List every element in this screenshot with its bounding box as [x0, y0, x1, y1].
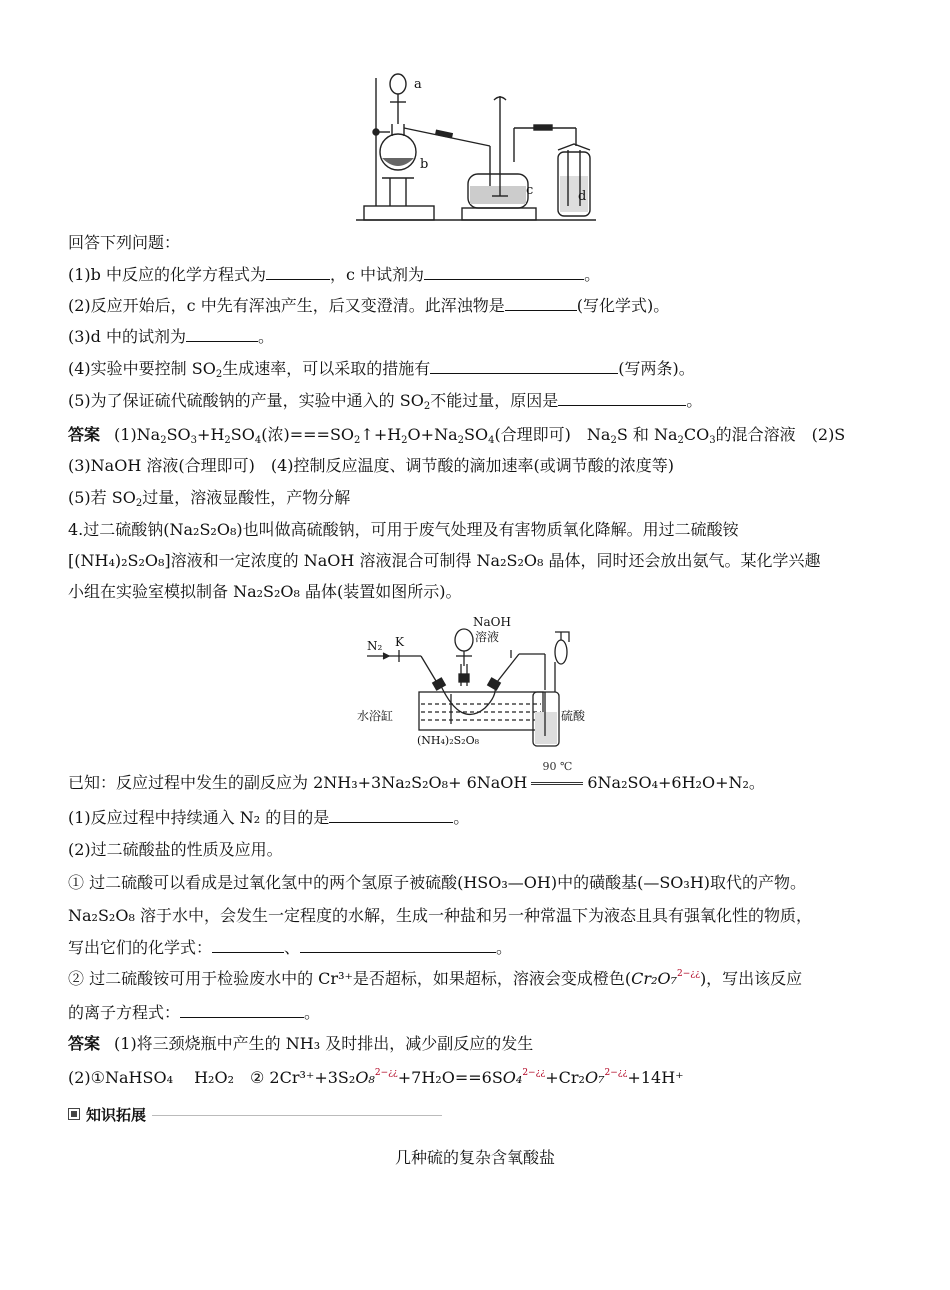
extension-title: 几种硫的复杂含氧酸盐 — [394, 1148, 555, 1167]
answer-label: 答案 — [68, 1034, 101, 1053]
q5-text-c: 。 — [686, 391, 703, 410]
label-c: c — [526, 183, 534, 198]
section-title: 知识拓展 — [86, 1106, 147, 1124]
label-k: K — [395, 635, 404, 649]
q4-q2-2-line-b: 的离子方程式： 。 — [68, 1003, 321, 1022]
answer-blank — [505, 294, 577, 311]
label-n2: N₂ — [367, 639, 383, 653]
q4-answer-2: (2)①NaHSO₄ H₂O₂ ② 2Cr³⁺+3S₂O₈$^{2-¿¿}$+7H₂O==6SO₄$^{2-¿¿}$+Cr₂O₇$^{2-¿¿}$+14H⁺ — [68, 1068, 684, 1087]
answer-blank — [186, 325, 258, 342]
label-sulfuric-acid: 硫酸 — [561, 709, 586, 723]
answer-blank — [424, 263, 584, 280]
q4-q2-1-line-b: Na₂S₂O₈ 溶于水中，会发生一定程度的水解，生成一种盐和另一种常温下为液态且具有强氧化性的物质， — [68, 906, 812, 925]
q1-text-c: 。 — [584, 265, 601, 284]
q4-question-2: (2)过二硫酸盐的性质及应用。 — [68, 840, 283, 859]
question-3 — [68, 325, 888, 348]
question-4-line-3: 小组在实验室模拟制备 Na₂S₂O₈ 晶体(装置如图所示)。 — [68, 582, 462, 601]
q5-text-a: (5)为了保证硫代硫酸钠的产量，实验中通入的 SO — [68, 391, 424, 410]
label-naoh: NaOH — [473, 615, 511, 629]
answer-blank — [266, 263, 330, 280]
question-5: (5)为了保证硫代硫酸钠的产量，实验中通入的 $SO_2$不能过量，原因是 。 — [68, 391, 703, 412]
q2-text-b: (写化学式)。 — [576, 296, 670, 315]
q4-question-1: (1)反应过程中持续通入 N₂ 的目的是 。 — [68, 808, 470, 827]
q1-text-b: ，c 中试剂为 — [330, 265, 425, 284]
answer-line-3: (5)若 $SO_2$过量，溶液显酸性，产物分解 — [68, 488, 351, 509]
q3-text-b: 。 — [258, 327, 275, 346]
answer-blank — [212, 936, 284, 953]
question-4-line-2: [(NH₄)₂S₂O₈]溶液和一定浓度的 NaOH 溶液混合可制得 Na₂S₂O₈ 晶体，同时还会放出氨气。某化学兴趣 — [68, 551, 821, 570]
label-a: a — [414, 77, 422, 92]
question-2 — [68, 294, 888, 317]
label-persulfate: (NH₄)₂S₂O₈ — [417, 734, 479, 747]
q4-text-c: (写两条)。 — [618, 359, 695, 378]
known-reaction: 已知：反应过程中发生的副反应为 2NH₃+3Na₂S₂O₈+ 6NaOH 90 ℃ 6Na₂SO₄+6H₂O+N₂。 — [68, 760, 765, 792]
label-water-bath: 水浴缸 — [357, 709, 394, 723]
question-4-line-1: 4.过二硫酸钠(Na₂S₂O₈)也叫做高硫酸钠，可用于废气处理及有害物质氧化降解。用过二硫酸铵 — [68, 520, 739, 539]
intro-text: 回答下列问题： — [68, 233, 181, 252]
q5-text-b: 不能过量，原因是 — [430, 391, 559, 410]
apparatus-2-drawing — [355, 612, 595, 750]
section-marker-icon — [68, 1108, 80, 1120]
label-d: d — [578, 189, 587, 204]
label-solution: 溶液 — [475, 630, 500, 644]
q4-text-a: (4)实验中要控制 SO — [68, 359, 216, 378]
question-4: (4)实验中要控制 $SO_2$生成速率，可以采取的措施有 (写两条)。 — [68, 359, 695, 380]
answer-line-2: (3)NaOH 溶液(合理即可) (4)控制反应温度、调节酸的滴加速率(或调节酸的浓度等) — [68, 456, 674, 475]
reaction-condition: 90 ℃ — [529, 772, 585, 794]
q4-text-b: 生成速率，可以采取的措施有 — [222, 359, 431, 378]
answer-blank — [300, 936, 496, 953]
knowledge-extension-header — [68, 1104, 448, 1126]
q1-text-a: (1)b 中反应的化学方程式为 — [68, 265, 266, 284]
apparatus-1-drawing — [350, 66, 600, 224]
apparatus-figure-2 — [355, 612, 595, 750]
answer-label: 答案 — [68, 425, 101, 444]
q4-q2-1-line-c: 写出它们的化学式： 、 。 — [68, 938, 513, 957]
apparatus-figure-1 — [350, 66, 600, 224]
q4-q2-1-line-a: ① 过二硫酸可以看成是过氧化氢中的两个氢原子被硫酸(HSO₃—OH)中的磺酸基(—SO₃H)取代的产物。 — [68, 873, 807, 892]
answer-blank — [180, 1001, 304, 1018]
q4-answer-1: 答案 (1)将三颈烧瓶中产生的 NH₃ 及时排出，减少副反应的发生 — [68, 1034, 534, 1053]
answer-blank — [430, 357, 618, 374]
q4-q2-2-line-a: ② 过二硫酸铵可用于检验废水中的 Cr³⁺是否超标，如果超标，溶液会变成橙色(Cr₂O₇$^{2-¿¿}$)，写出该反应 — [68, 969, 803, 988]
section-divider — [152, 1115, 442, 1116]
q2-text-a: (2)反应开始后，c 中先有浑浊产生，后又变澄清。此浑浊物是 — [68, 296, 505, 315]
question-1 — [68, 263, 888, 286]
answer-line-1: 答案 $(1)Na_2SO_3+H_2SO_4$(浓)$===SO_2↑+H_2O+Na_2SO_4$(合理即可) $Na_2S$ 和 $Na_2CO_3$的混合溶液 (2)S — [68, 425, 846, 446]
q3-text-a: (3)d 中的试剂为 — [68, 327, 186, 346]
answer-blank — [558, 389, 686, 406]
answer-blank — [329, 806, 453, 823]
label-b: b — [420, 157, 429, 172]
